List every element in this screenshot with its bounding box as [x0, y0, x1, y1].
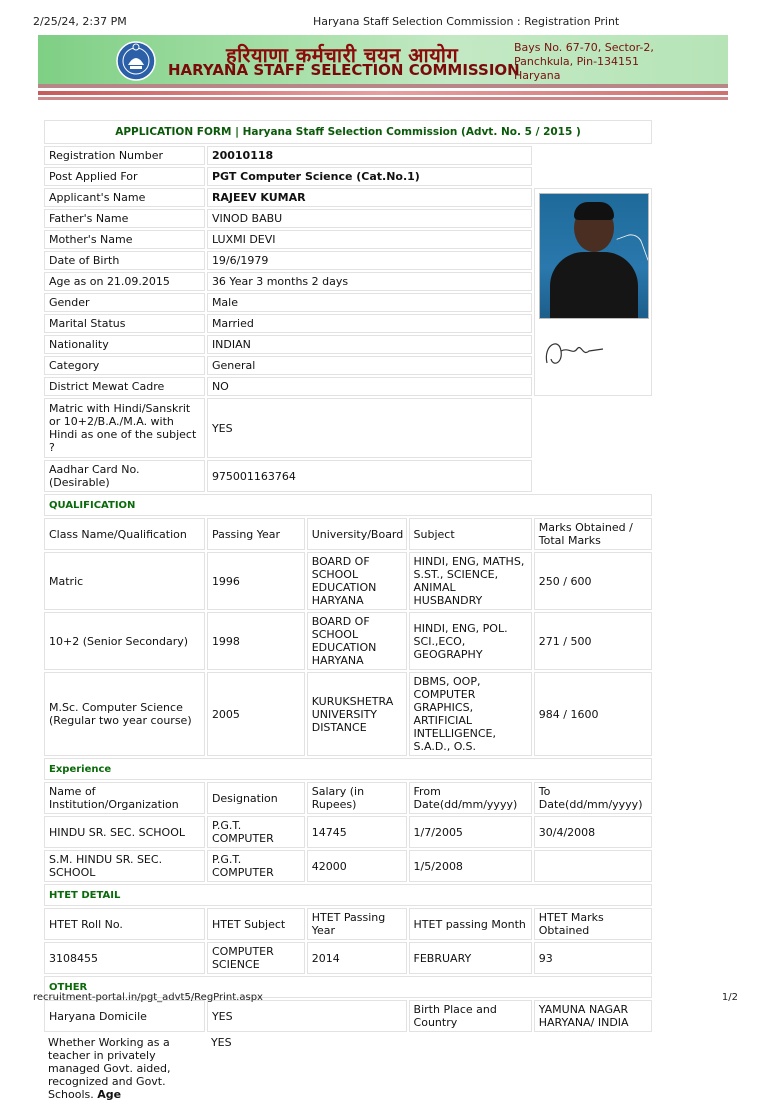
value-mewat: NO: [207, 377, 532, 396]
value-nationality: INDIAN: [207, 335, 532, 354]
address-line: Bays No. 67-70, Sector-2,: [514, 41, 654, 54]
value-hindi-subject: YES: [207, 398, 532, 458]
applicant-photo: [539, 193, 649, 319]
print-page-number: 1/2: [721, 992, 738, 1003]
label-birth-place: Birth Place and Country: [409, 1000, 532, 1032]
section-qualification: QUALIFICATION: [44, 494, 652, 516]
exp-cell: S.M. HINDU SR. SEC. SCHOOL: [44, 850, 205, 882]
table-row: [44, 816, 654, 848]
table-row: [44, 612, 654, 670]
label-hindi-subject: Matric with Hindi/Sanskrit or 10+2/B.A./M.A. with Hindi as one of the subject ?: [44, 398, 205, 458]
htet-header: HTET Subject: [207, 908, 305, 940]
exp-cell: [534, 850, 652, 882]
label-gender: Gender: [44, 293, 205, 312]
exp-cell: 42000: [307, 850, 407, 882]
qual-cell: DBMS, OOP, COMPUTER GRAPHICS, ARTIFICIAL INTELLIGENCE, S.A.D., O.S.: [409, 672, 532, 756]
label-age: Age as on 21.09.2015: [44, 272, 205, 291]
label-domicile: Haryana Domicile: [44, 1000, 205, 1032]
label-post-applied: Post Applied For: [44, 167, 205, 186]
label-applicant-name: Applicant's Name: [44, 188, 205, 207]
table-row: [44, 552, 654, 610]
qual-cell: 2005: [207, 672, 305, 756]
working-teacher-age: Age: [97, 1088, 122, 1101]
commission-english-name: HARYANA STAFF SELECTION COMMISSION: [168, 61, 520, 79]
commission-hindi-name: हरियाणा कर्मचारी चयन आयोग: [226, 43, 459, 67]
exp-cell: HINDU SR. SEC. SCHOOL: [44, 816, 205, 848]
qual-cell: BOARD OF SCHOOL EDUCATION HARYANA: [307, 612, 407, 670]
htet-header: HTET Passing Year: [307, 908, 407, 940]
section-htet: HTET DETAIL: [44, 884, 652, 906]
qual-cell: BOARD OF SCHOOL EDUCATION HARYANA: [307, 552, 407, 610]
exp-header: Designation: [207, 782, 305, 814]
exp-header: Name of Institution/Organization: [44, 782, 205, 814]
qual-cell: HINDI, ENG, POL. SCI.,ECO, GEOGRAPHY: [409, 612, 532, 670]
commission-banner: [38, 35, 728, 105]
qual-cell: 271 / 500: [534, 612, 652, 670]
htet-cell: 2014: [307, 942, 407, 974]
label-aadhar: Aadhar Card No.(Desirable): [44, 460, 205, 492]
label-marital-status: Marital Status: [44, 314, 205, 333]
exp-header: To Date(dd/mm/yyyy): [534, 782, 652, 814]
exp-cell: 14745: [307, 816, 407, 848]
label-dob: Date of Birth: [44, 251, 205, 270]
htet-cell: COMPUTER SCIENCE: [207, 942, 305, 974]
qual-header: Class Name/Qualification: [44, 518, 205, 550]
applicant-signature: [539, 333, 609, 373]
label-working-teacher: [44, 1034, 205, 1103]
print-title: Haryana Staff Selection Commission : Registration Print: [313, 15, 620, 28]
value-registration-number: 20010118: [207, 146, 532, 165]
exp-cell: 1/5/2008: [409, 850, 532, 882]
qual-header: University/Board: [307, 518, 407, 550]
htet-header: HTET Marks Obtained: [534, 908, 652, 940]
commission-address: [514, 41, 714, 83]
print-datetime: 2/25/24, 2:37 PM: [33, 15, 127, 28]
exp-cell: P.G.T. COMPUTER: [207, 816, 305, 848]
photo-cell: [534, 188, 652, 396]
qual-cell: HINDI, ENG, MATHS, S.ST., SCIENCE, ANIMAL HUSBANDRY: [409, 552, 532, 610]
label-registration-number: Registration Number: [44, 146, 205, 165]
qual-header: Subject: [409, 518, 532, 550]
label-father-name: Father's Name: [44, 209, 205, 228]
value-post-applied: PGT Computer Science (Cat.No.1): [207, 167, 532, 186]
value-category: General: [207, 356, 532, 375]
qual-cell: M.Sc. Computer Science (Regular two year course): [44, 672, 205, 756]
qual-cell: Matric: [44, 552, 205, 610]
qual-cell: 1996: [207, 552, 305, 610]
htet-cell: 93: [534, 942, 652, 974]
qual-cell: KURUKSHETRA UNIVERSITY DISTANCE: [307, 672, 407, 756]
label-category: Category: [44, 356, 205, 375]
exp-header: Salary (in Rupees): [307, 782, 407, 814]
htet-cell: 3108455: [44, 942, 205, 974]
qual-header: Marks Obtained / Total Marks: [534, 518, 652, 550]
address-line: Haryana: [514, 69, 561, 82]
exp-cell: 30/4/2008: [534, 816, 652, 848]
value-applicant-name: RAJEEV KUMAR: [207, 188, 532, 207]
value-birth-place: YAMUNA NAGAR HARYANA/ INDIA: [534, 1000, 652, 1032]
value-mother-name: LUXMI DEVI: [207, 230, 532, 249]
qual-cell: 984 / 1600: [534, 672, 652, 756]
exp-header: From Date(dd/mm/yyyy): [409, 782, 532, 814]
form-title: APPLICATION FORM | Haryana Staff Selection Commission (Advt. No. 5 / 2015 ): [44, 120, 652, 144]
label-mother-name: Mother's Name: [44, 230, 205, 249]
value-father-name: VINOD BABU: [207, 209, 532, 228]
section-other: OTHER: [44, 976, 652, 998]
exp-cell: P.G.T. COMPUTER: [207, 850, 305, 882]
section-experience: Experience: [44, 758, 652, 780]
qual-header: Passing Year: [207, 518, 305, 550]
table-row: [44, 850, 654, 882]
table-row: [44, 672, 654, 756]
label-mewat: District Mewat Cadre: [44, 377, 205, 396]
htet-cell: FEBRUARY: [409, 942, 532, 974]
htet-header: HTET passing Month: [409, 908, 532, 940]
value-domicile: YES: [207, 1000, 407, 1032]
value-working-teacher: YES: [210, 1036, 232, 1049]
address-line: Panchkula, Pin-134151: [514, 55, 640, 68]
value-aadhar: 975001163764: [207, 460, 532, 492]
htet-header: HTET Roll No.: [44, 908, 205, 940]
haryana-emblem-icon: [114, 39, 158, 81]
application-form: [42, 118, 656, 1105]
table-row: [44, 942, 654, 974]
label-nationality: Nationality: [44, 335, 205, 354]
value-gender: Male: [207, 293, 532, 312]
qual-cell: 10+2 (Senior Secondary): [44, 612, 205, 670]
value-marital-status: Married: [207, 314, 532, 333]
value-dob: 19/6/1979: [207, 251, 532, 270]
qual-cell: 250 / 600: [534, 552, 652, 610]
print-url: recruitment-portal.in/pgt_advt5/RegPrint.aspx: [33, 992, 263, 1003]
exp-cell: 1/7/2005: [409, 816, 532, 848]
qual-cell: 1998: [207, 612, 305, 670]
value-age: 36 Year 3 months 2 days: [207, 272, 532, 291]
working-teacher-text: Whether Working as a teacher in privately managed Govt. aided, recognized and Govt. Schools.: [48, 1036, 171, 1101]
